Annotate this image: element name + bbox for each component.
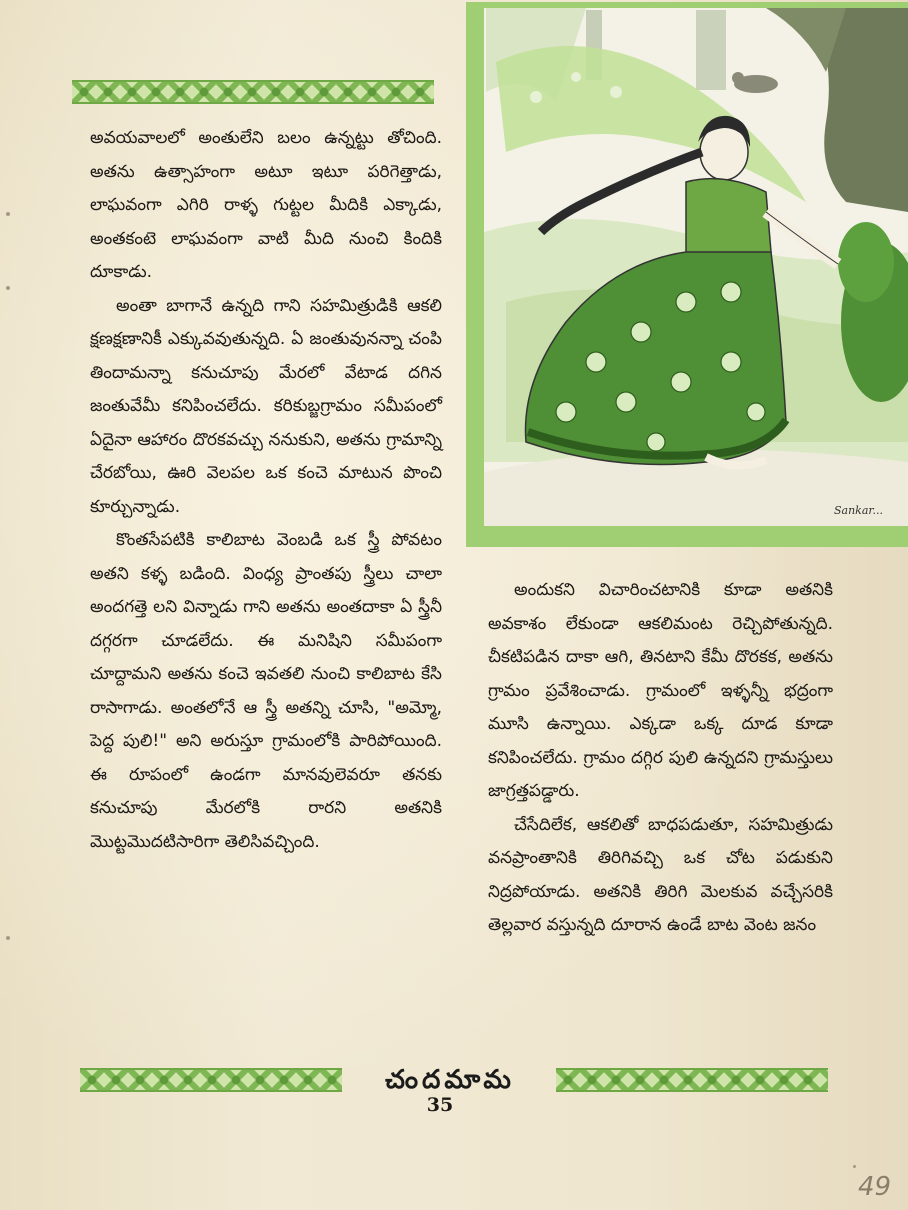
left-text-column [90, 122, 442, 859]
paragraph: అవయవాలలో అంతులేని బలం ఉన్నట్టు తోచింది. అతను ఉత్సాహంగా అటూ ఇటూ పరిగెత్తాడు, లాఘవంగా ఎగిరి రాళ్ళ గుట్టల మీదికి ఎక్కాడు, అంతకంటె లాఘవంగా వాటి మీది నుంచి కిందికి దూకాడు. [90, 128, 442, 282]
paper-speck [853, 1165, 856, 1168]
artist-signature: Sankar... [834, 504, 883, 517]
story-illustration [466, 2, 908, 547]
paragraph: అంతా బాగానే ఉన్నది గాని సహమిత్రుడికి ఆకలి క్షణక్షణానికీ ఎక్కువవుతున్నది. ఏ జంతువునన్నా చంపి తిందామన్నా కనుచూపు మేరలో వేటాడ దగిన జంతువేమీ కనిపించలేదు. కరికుబ్జగ్రామం సమీపంలో ఏదైనా ఆహారం దొరకవచ్చు ననుకుని, అతను గ్రామాన్ని చేరబోయి, ఊరి వెలపల ఒక కంచె మాటున పొంచి కూర్చున్నాడు. [90, 295, 442, 517]
paper-speck [6, 936, 10, 940]
handwritten-page-number: 49 [858, 1172, 892, 1202]
footer-ornament-right [556, 1068, 828, 1092]
page-number: 35 [426, 1094, 454, 1116]
footer-ornament-left [80, 1068, 342, 1092]
paragraph: కొంతసేపటికి కాలిబాట వెంబడి ఒక స్త్రీ పోవటం అతని కళ్ళ బడింది. వింధ్య ప్రాంతపు స్త్రీలు చాలా అందగత్తె లని విన్నాడు గాని అతను అంతదాకా ఏ స్త్రీనీ దగ్గరగా చూడలేదు. ఈ మనిషిని సమీపంగా చూద్దామని అతను కంచె ఇవతలి నుంచి కాలిబాట కేసి రాసాగాడు. అంతలోనే ఆ స్త్రీ అతన్ని చూసి, "అమ్మో, పెద్ద పులి!" అని అరుస్తూ గ్రామంలోకి పారిపోయింది. ఈ రూపంలో ఉండగా మానవులెవరూ తనకు కనుచూపు మేరలోకి రారని అతనికి మొట్టమొదటిసారిగా తెలిసివచ్చింది. [90, 530, 442, 852]
paragraph: అందుకని విచారించటానికి కూడా అతనికి అవకాశం లేకుండా ఆకలిమంట రెచ్చిపోతున్నది. చీకటిపడిన దాకా ఆగి, తినటాని కేమీ దొరకక, అతను గ్రామం ప్రవేశించాడు. గ్రామంలో ఇళ్ళన్నీ భద్రంగా మూసి ఉన్నాయి. ఎక్కడా ఒక్క దూడ కూడా కనిపించలేదు. గ్రామం దగ్గిర పులి ఉన్నదని గ్రామస్తులు జాగ్రత్తపడ్డారు. [488, 580, 833, 801]
illustration-drawing [466, 2, 908, 547]
top-ornament-band [72, 80, 434, 104]
paragraph: చేసేదిలేక, ఆకలితో బాధపడుతూ, సహమిత్రుడు వనప్రాంతానికి తిరిగివచ్చి ఒక చోట పడుకుని నిద్రపోయాడు. అతనికి తిరిగి మెలకువ వచ్చేసరికి తెల్లవార వస్తున్నది దూరాన ఉండే బాట వెంట జనం [488, 814, 833, 935]
paper-speck [6, 212, 10, 216]
right-text-column [488, 574, 833, 943]
magazine-title: చందమామ [385, 1065, 515, 1095]
paper-speck [6, 286, 10, 290]
